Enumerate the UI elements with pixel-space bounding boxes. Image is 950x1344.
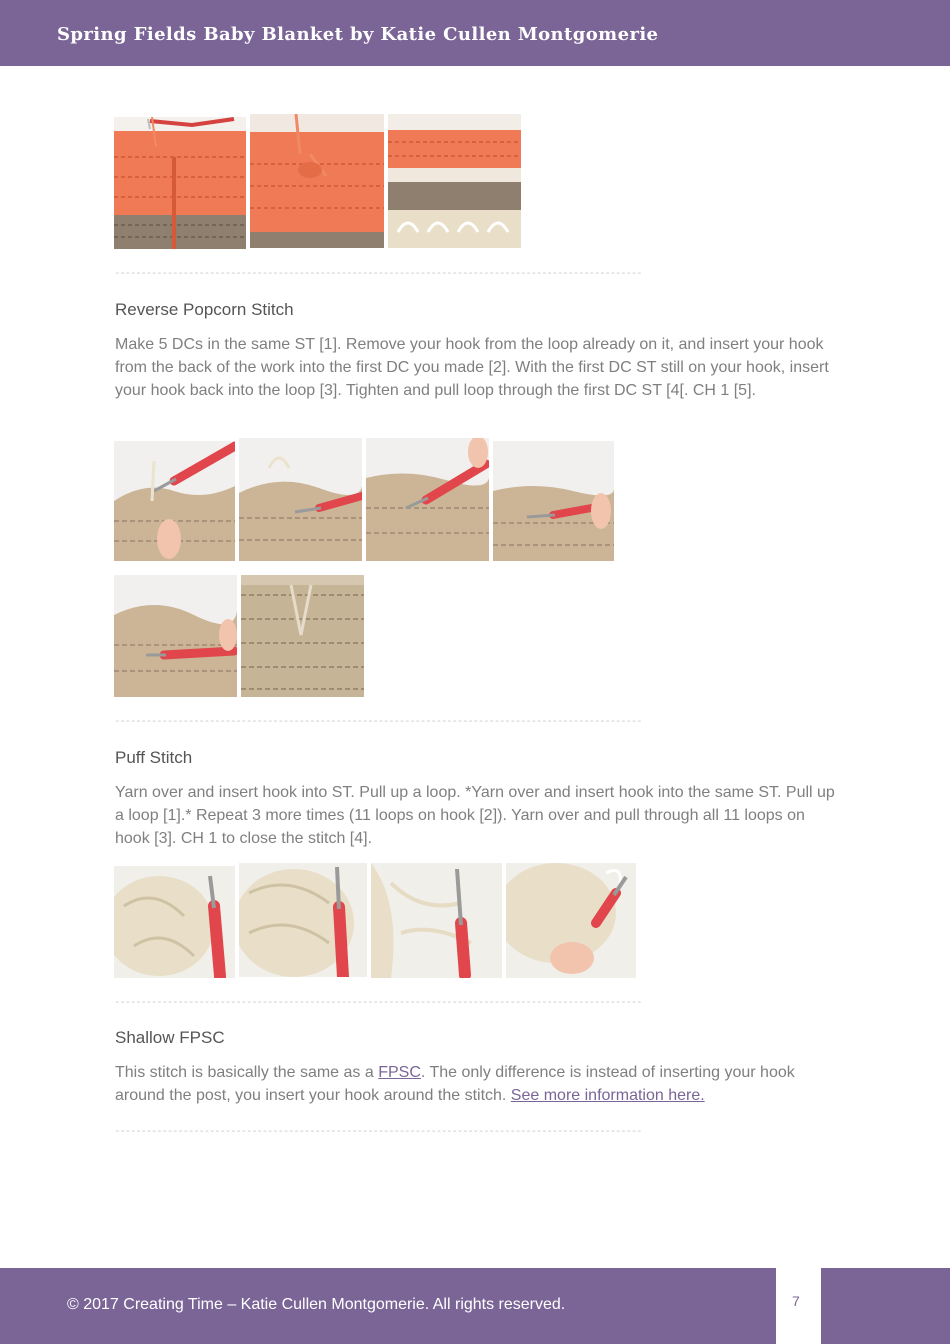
photo-stripes-3 xyxy=(388,114,521,248)
photo-reverse-popcorn-2 xyxy=(239,438,362,561)
photo-row-reverse-popcorn-b xyxy=(114,575,364,697)
photo-puff-stitch-3 xyxy=(371,863,502,978)
shallow-fpsc-text-before: This stitch is basically the same as a xyxy=(115,1064,379,1081)
section-divider: ---------------------------------------------------------------------------------------------------- xyxy=(114,996,642,1008)
page-header xyxy=(0,0,950,66)
photo-puff-stitch-1 xyxy=(114,866,235,978)
document-title: Spring Fields Baby Blanket by Katie Cullen Montgomerie xyxy=(57,24,659,45)
photo-row-reverse-popcorn-a xyxy=(114,438,614,561)
photo-reverse-popcorn-5 xyxy=(114,575,237,697)
photo-stripes-2 xyxy=(250,114,384,248)
section-text-puff-stitch: Yarn over and insert hook into ST. Pull up a loop. *Yarn over and insert hook into the same ST. Pull up a loop [1].* Repeat 3 more times (11 loops on hook [2]). Yarn over and pull through all 11 loops on hook [3]. CH 1 to close the stitch [4]. xyxy=(115,784,835,847)
more-information-link[interactable]: See more information here. xyxy=(510,1087,705,1104)
photo-reverse-popcorn-1 xyxy=(114,441,235,561)
section-divider: ---------------------------------------------------------------------------------------------------- xyxy=(114,267,642,279)
photo-row-puff-stitch xyxy=(114,863,636,978)
section-heading-shallow-fpsc: Shallow FPSC xyxy=(115,1028,225,1047)
section-divider: ---------------------------------------------------------------------------------------------------- xyxy=(114,1125,642,1137)
page-number: 7 xyxy=(792,1293,800,1309)
section-heading-puff-stitch: Puff Stitch xyxy=(115,748,193,767)
section-heading-reverse-popcorn: Reverse Popcorn Stitch xyxy=(115,300,294,319)
photo-reverse-popcorn-4 xyxy=(493,441,614,561)
section-divider: ---------------------------------------------------------------------------------------------------- xyxy=(114,715,642,727)
shallow-fpsc-text-middle: . The only difference is instead of inserting your hook around the post, you insert your hook around the stitch. xyxy=(115,1064,795,1104)
section-text-shallow-fpsc xyxy=(115,1061,843,1107)
photo-reverse-popcorn-3 xyxy=(366,438,489,561)
footer-tab xyxy=(821,1268,950,1344)
section-text-reverse-popcorn: Make 5 DCs in the same ST [1]. Remove your hook from the loop already on it, and insert your hook from the back of the work into the first DC you made [2]. With the first DC ST still on your hook, insert your hook back into the loop [3]. Tighten and pull loop through the first DC ST [4[. CH 1 [5]. xyxy=(115,336,829,399)
copyright-notice: © 2017 Creating Time – Katie Cullen Montgomerie. All rights reserved. xyxy=(67,1296,566,1313)
fpsc-link[interactable]: FPSC xyxy=(378,1064,421,1081)
photo-puff-stitch-2 xyxy=(239,863,367,977)
photo-puff-stitch-4 xyxy=(506,863,636,978)
photo-row-intro xyxy=(114,114,521,249)
photo-reverse-popcorn-6 xyxy=(241,575,364,697)
photo-stripes-1 xyxy=(114,117,246,249)
